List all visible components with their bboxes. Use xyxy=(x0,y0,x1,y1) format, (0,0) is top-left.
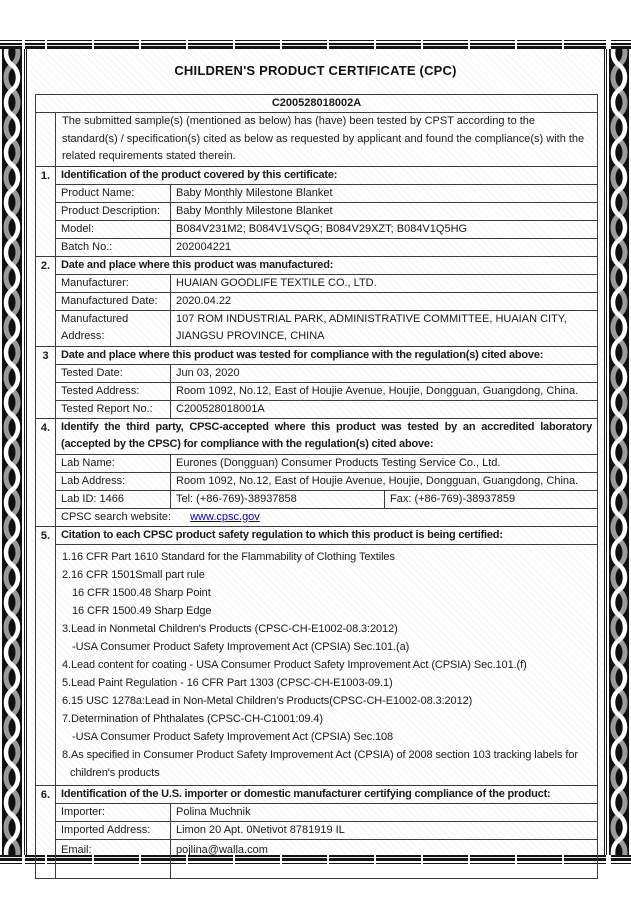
section4-heading: Identify the third party, CPSC-accepted where this product was tested by an accredited laboratory (accepted by the CPSC) for compliance with the regulation(s) cited above: xyxy=(56,418,598,454)
tested-address-label: Tested Address: xyxy=(56,382,171,400)
batch-no-label: Batch No.: xyxy=(56,238,171,256)
table-row xyxy=(36,310,598,346)
model-value: B084V231M2; B084V1VSQG; B084V29XZT; B084V1Q5HG xyxy=(171,220,598,238)
model-label: Model: xyxy=(56,220,171,238)
section6-heading: Identification of the U.S. importer or domestic manufacturer certifying compliance of the product: xyxy=(56,785,598,803)
product-name-label: Product Name: xyxy=(56,184,171,202)
table-row xyxy=(36,490,598,508)
table-row xyxy=(36,220,598,238)
table-row xyxy=(36,508,598,526)
cpsc-website-link[interactable]: www.cpsc.gov xyxy=(190,510,260,523)
section2-number: 2. xyxy=(36,256,56,346)
certificate-content xyxy=(28,49,603,855)
section6-number: 6. xyxy=(36,785,56,878)
citation-item: 6.15 USC 1278a:Lead in Non-Metal Children's Products(CPSC-CH-E1002-08.3:2012) xyxy=(62,694,473,707)
inner-border-right xyxy=(604,49,607,855)
cpsc-website-cell xyxy=(56,508,598,526)
product-name-value: Baby Monthly Milestone Blanket xyxy=(171,184,598,202)
table-row xyxy=(36,238,598,256)
lab-address-label: Lab Address: xyxy=(56,472,171,490)
braid-border-right-icon xyxy=(609,40,629,857)
tested-date-value: Jun 03, 2020 xyxy=(171,364,598,382)
certificate-number: C200528018002A xyxy=(36,95,598,113)
lab-tel-value: Tel: (+86-769)-38937858 xyxy=(171,490,385,508)
product-description-label: Product Description: xyxy=(56,202,171,220)
section1-heading-row xyxy=(36,166,598,184)
inner-border-left xyxy=(24,49,27,855)
section4-heading-row xyxy=(36,418,598,454)
product-description-value: Baby Monthly Milestone Blanket xyxy=(171,202,598,220)
citation-item: 3.Lead in Nonmetal Children's Products (CPSC-CH-E1002-08.3:2012) xyxy=(62,622,398,635)
frame-gap xyxy=(606,855,609,864)
section1-number: 1. xyxy=(36,166,56,256)
page-title: CHILDREN'S PRODUCT CERTIFICATE (CPC) xyxy=(174,63,457,78)
table-row xyxy=(36,472,598,490)
citation-item: -USA Consumer Product Safety Improvement Act (CPSIA) Sec.108 xyxy=(72,730,394,743)
cpsc-website-label: CPSC search website: xyxy=(61,510,172,523)
citation-item: 5.Lead Paint Regulation - 16 CFR Part 1303 (CPSC-CH-E1003-09.1) xyxy=(62,676,393,689)
manufacturer-value: HUAIAN GOODLIFE TEXTILE CO., LTD. xyxy=(171,274,598,292)
email-value: pojlina@walla.com xyxy=(171,839,598,878)
certificate-table xyxy=(35,94,598,879)
table-row xyxy=(36,382,598,400)
section3-number: 3 xyxy=(36,346,56,418)
lab-fax-value: Fax: (+86-769)-38937859 xyxy=(385,490,598,508)
regulation-citations xyxy=(56,544,598,785)
frame-gap xyxy=(22,855,25,864)
certificate-number-row xyxy=(36,95,598,113)
section2-heading-row xyxy=(36,256,598,274)
table-row xyxy=(36,274,598,292)
citation-item: 16 CFR 1500.49 Sharp Edge xyxy=(72,604,212,617)
tested-report-no-value: C200528018001A xyxy=(171,400,598,418)
citation-item: 16 CFR 1500.48 Sharp Point xyxy=(72,586,211,599)
table-row xyxy=(36,839,598,878)
manufactured-address-value: 107 ROM INDUSTRIAL PARK, ADMINISTRATIVE COMMITTEE, HUAIAN CITY, JIANGSU PROVINCE, CHINA xyxy=(171,310,598,346)
imported-address-value: Limon 20 Apt. 0Netivot 8781919 IL xyxy=(171,821,598,839)
manufactured-date-label: Manufactured Date: xyxy=(56,292,171,310)
citation-item: 1.16 CFR Part 1610 Standard for the Flammability of Clothing Textiles xyxy=(62,550,395,563)
manufactured-date-value: 2020.04.22 xyxy=(171,292,598,310)
section5-heading-row xyxy=(36,526,598,544)
frame-gap xyxy=(606,40,609,49)
citation-item: 2.16 CFR 1501Small part rule xyxy=(62,568,205,581)
section5-heading: Citation to each CPSC product safety regulation to which this product is being certified: xyxy=(56,526,598,544)
table-row xyxy=(36,803,598,821)
intro-row xyxy=(36,113,598,167)
tested-date-label: Tested Date: xyxy=(56,364,171,382)
lab-name-label: Lab Name: xyxy=(56,454,171,472)
imported-address-label: Imported Address: xyxy=(56,821,171,839)
frame-band-top xyxy=(0,40,631,49)
email-label: Email: xyxy=(56,839,171,878)
lab-name-value: Eurones (Dongguan) Consumer Products Testing Service Co., Ltd. xyxy=(171,454,598,472)
braid-border-left-icon xyxy=(2,40,22,857)
tested-address-value: Room 1092, No.12, East of Houjie Avenue, Houjie, Dongguan, Guangdong, China. xyxy=(171,382,598,400)
citation-item: -USA Consumer Product Safety Improvement Act (CPSIA) Sec.101.(a) xyxy=(72,640,410,653)
manufacturer-label: Manufacturer: xyxy=(56,274,171,292)
importer-label: Importer: xyxy=(56,803,171,821)
table-row xyxy=(36,202,598,220)
section1-heading: Identification of the product covered by this certificate: xyxy=(56,166,598,184)
manufactured-address-label: Manufactured Address: xyxy=(56,310,171,346)
section4-number: 4. xyxy=(36,418,56,526)
lab-address-value: Room 1092, No.12, East of Houjie Avenue, Houjie, Dongguan, Guangdong, China. xyxy=(171,472,598,490)
section3-heading: Date and place where this product was tested for compliance with the regulation(s) cited above: xyxy=(56,346,598,364)
intro-statement: The submitted sample(s) (mentioned as below) has (have) been tested by CPST according to the standard(s) / specification(s) cited as below as requested by applicant and found the compliance(s) with the related requirements stated therein. xyxy=(56,113,598,167)
section5-number: 5. xyxy=(36,526,56,785)
batch-no-value: 202004221 xyxy=(171,238,598,256)
citation-item: 7.Determination of Phthalates (CPSC-CH-C1001:09.4) xyxy=(62,712,323,725)
section3-heading-row xyxy=(36,346,598,364)
table-row xyxy=(36,184,598,202)
table-row xyxy=(36,454,598,472)
table-row xyxy=(36,400,598,418)
section2-heading: Date and place where this product was manufactured: xyxy=(56,256,598,274)
tested-report-no-label: Tested Report No.: xyxy=(56,400,171,418)
section6-heading-row xyxy=(36,785,598,803)
lab-id-value: Lab ID: 1466 xyxy=(56,490,171,508)
citation-item: 8.As specified in Consumer Product Safety Improvement Act (CPSIA) of 2008 section 103 tracking labels for children's products xyxy=(62,748,578,779)
table-row xyxy=(36,364,598,382)
importer-value: Polina Muchnik xyxy=(171,803,598,821)
table-row xyxy=(36,821,598,839)
frame-gap xyxy=(22,40,25,49)
section-number-cell xyxy=(36,113,56,167)
table-row xyxy=(36,292,598,310)
section5-content-row xyxy=(36,544,598,785)
citation-item: 4.Lead content for coating - USA Consumer Product Safety Improvement Act (CPSIA) Sec.101.(f) xyxy=(62,658,527,671)
